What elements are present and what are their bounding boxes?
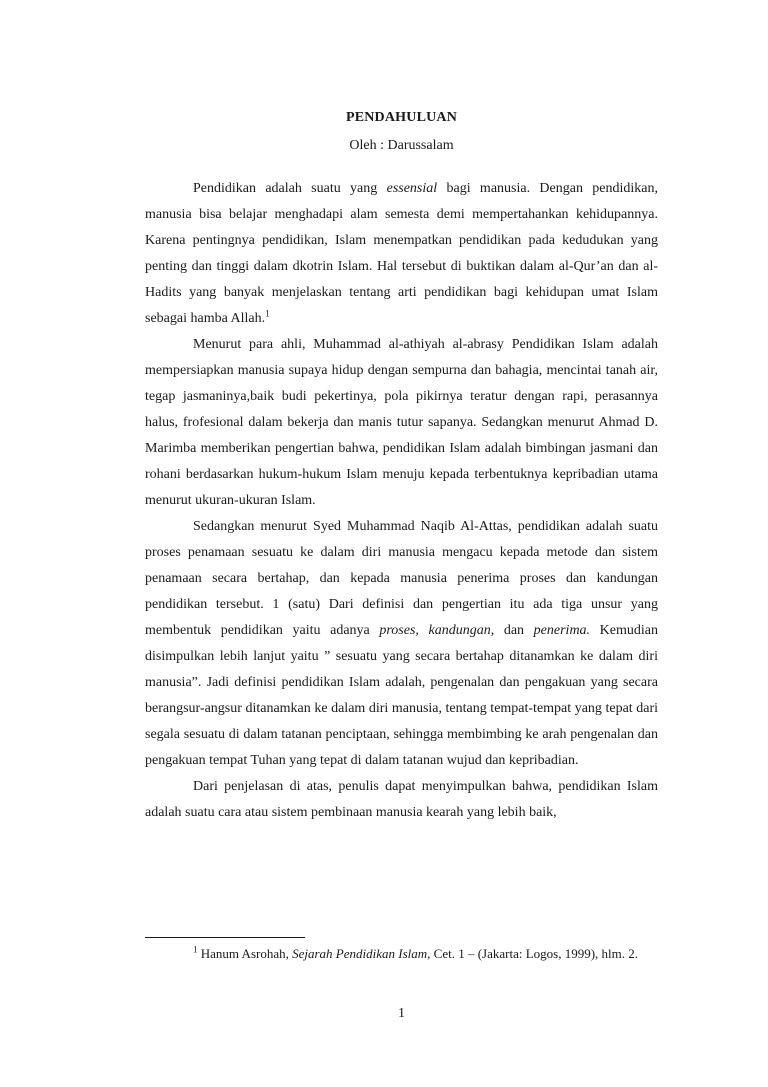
paragraph-3-text-b: , dan — [490, 623, 534, 638]
paragraph-4: Dari penjelasan di atas, penulis dapat menyimpulkan bahwa, pendidikan Islam adalah suatu cara atau sistem pembinaan manusia kearah yang lebih baik, — [145, 779, 658, 820]
paragraph-3-text-c: Kemudian disimpulkan lebih lanjut yaitu ” sesuatu yang secara bertahap ditanamkan ke dalam diri manusia”. Jadi definisi pendidikan Islam adalah, pengenalan dan pengakuan yang secara berangsur-angsur ditanamkan ke dalam diri manusia, tentang tempat-tempat yang tepat dari segala sesuatu di dalam tatanan penciptaan, sehingga membimbing ke arah pengenalan dan pengakuan tempat Tuhan yang tepat di dalam tatanan wujud dan kepribadian. — [145, 623, 658, 768]
document-page — [145, 0, 658, 1087]
paragraph-2: Menurut para ahli, Muhammad al-athiyah al-abrasy Pendidikan Islam adalah mempersiapkan manusia supaya hidup dengan sempurna dan bahagia, mencintai tanah air, tegap jasmaninya,baik budi pekertinya, pola pikirnya teratur dengan rapi, perasannya halus, frofesional dalam bekerja dan manis tutur sapanya. Sedangkan menurut Ahmad D. Marimba memberikan pengertian bahwa, pendidikan Islam adalah bimbingan jasmani dan rohani berdasarkan hukum-hukum Islam menuju kepada terbentuknya kepribadian utama menurut ukuran-ukuran Islam. — [145, 337, 658, 508]
paragraph-3-text-a: Sedangkan menurut Syed Muhammad Naqib Al-Attas, pendidikan adalah suatu proses penamaan sesuatu ke dalam diri manusia mengacu kepada metode dan sistem penamaan secara bertahap, dan kepada manusia penerima proses dan kandungan pendidikan tersebut. 1 (satu) Dari definisi dan pengertian itu ada tiga unsur yang membentuk pendidikan yaitu adanya — [145, 519, 658, 638]
paragraph-1-text-a: Pendidikan adalah suatu yang — [193, 181, 387, 196]
paragraph-3-italic-2: penerima. — [533, 623, 591, 638]
footnote-book-title: Sejarah Pendidikan Islam — [292, 946, 428, 961]
paragraph-1-italic: essensial — [386, 181, 438, 196]
page-number: 1 — [398, 1006, 405, 1021]
body-text — [145, 176, 658, 826]
footnote-text-b: , Cet. 1 – (Jakarta: Logos, 1999), hlm. 2. — [427, 946, 639, 961]
paragraph-3 — [145, 514, 658, 774]
paragraph-3-italic-1: proses, kandungan — [379, 623, 491, 638]
author-line: Oleh : Darussalam — [349, 138, 454, 153]
paragraph-1-text-b: bagi manusia. Dengan pendidikan, manusia bisa belajar menghadapi alam semesta demi mempertahankan kehidupannya. Karena pentingnya pendidikan, Islam menempatkan pendidikan pada kedudukan yang penting dan tinggi dalam dkotrin Islam. Hal tersebut di buktikan dalam al-Qur’an dan al-Hadits yang banyak menjelaskan tentang arti pendidikan bagi kehidupan umat Islam sebagai hamba Allah. — [145, 181, 658, 326]
footnote-number: 1 — [193, 944, 198, 955]
footnote — [145, 944, 658, 964]
page-title: PENDAHULUAN — [345, 110, 458, 125]
footnote-separator — [145, 937, 305, 938]
footnote-reference: 1 — [265, 308, 270, 319]
footnote-text-a: Hanum Asrohah, — [197, 946, 293, 961]
paragraph-1 — [145, 176, 658, 332]
